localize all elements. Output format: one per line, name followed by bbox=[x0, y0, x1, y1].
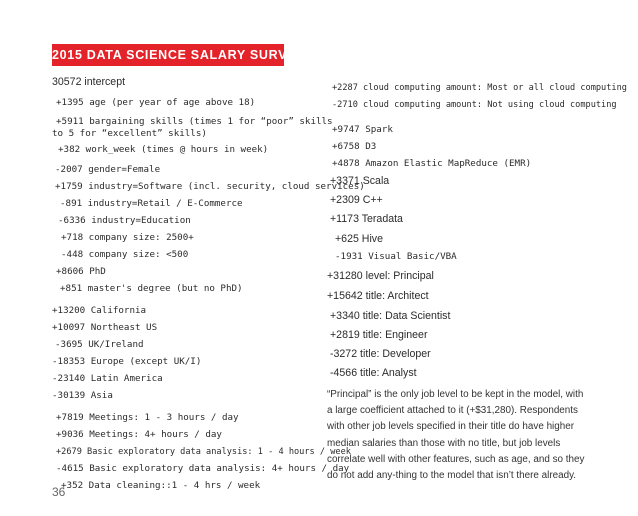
coef-line: +3371 Scala bbox=[330, 175, 390, 187]
coef-line: -448 company size: <500 bbox=[61, 249, 189, 260]
coef-line: +2287 cloud computing amount: Most or all cloud computing bbox=[332, 83, 627, 93]
coef-line: +6758 D3 bbox=[332, 141, 377, 152]
coef-line: -4615 Basic exploratory data analysis: 4+ hours / day bbox=[56, 463, 350, 474]
coef-line: -30139 Asia bbox=[52, 390, 113, 401]
coef-line: to 5 for “excellent” skills) bbox=[52, 128, 207, 139]
page-number: 36 bbox=[52, 485, 66, 499]
coef-line: +382 work_week (times @ hours in week) bbox=[58, 144, 269, 155]
coef-line: +7819 Meetings: 1 - 3 hours / day bbox=[56, 412, 239, 423]
coef-line: +2679 Basic exploratory data analysis: 1 - 4 hours / week bbox=[56, 447, 351, 457]
coef-line: -6336 industry=Education bbox=[58, 215, 191, 226]
coef-line: +718 company size: 2500+ bbox=[61, 232, 194, 243]
coef-line: +1759 industry=Software (incl. security, cloud services) bbox=[55, 181, 365, 192]
coef-line: +8606 PhD bbox=[56, 266, 106, 277]
coef-line: +9036 Meetings: 4+ hours / day bbox=[56, 429, 222, 440]
coef-line: +851 master's degree (but no PhD) bbox=[60, 283, 243, 294]
coef-line: -3695 UK/Ireland bbox=[55, 339, 144, 350]
section-banner: 2015 DATA SCIENCE SALARY SURVEY bbox=[52, 44, 284, 66]
coef-line: +2819 title: Engineer bbox=[330, 329, 428, 341]
explanation-paragraph: “Principal” is the only job level to be kept in the model, with a large coefficient attached to it (+$31,280). Respondents with other job levels specified in their title do have higher median salaries than those with no title, but job levels correlate well with other features, such as age, and so they do not add any-thing to the model that isn’t there already. bbox=[327, 389, 585, 482]
coef-line: +352 Data cleaning::1 - 4 hrs / week bbox=[61, 480, 261, 491]
coef-line: -23140 Latin America bbox=[52, 373, 163, 384]
coef-line: -4566 title: Analyst bbox=[330, 367, 417, 379]
coef-line: -3272 title: Developer bbox=[330, 348, 431, 360]
coef-line: +10097 Northeast US bbox=[52, 322, 158, 333]
coef-line: -2007 gender=Female bbox=[55, 164, 161, 175]
coef-line: -1931 Visual Basic/VBA bbox=[335, 251, 457, 262]
coef-line: -2710 cloud computing amount: Not using cloud computing bbox=[332, 100, 617, 110]
coef-line: -891 industry=Retail / E-Commerce bbox=[60, 198, 243, 209]
coef-line: +2309 C++ bbox=[330, 194, 383, 206]
coef-line: +5911 bargaining skills (times 1 for “poor” skills bbox=[56, 116, 333, 127]
coef-line: +1395 age (per year of age above 18) bbox=[56, 97, 256, 108]
coef-line: +1173 Teradata bbox=[330, 213, 403, 225]
coef-line: +625 Hive bbox=[335, 233, 383, 245]
coef-line: +15642 title: Architect bbox=[327, 290, 429, 302]
coef-line: +13200 California bbox=[52, 305, 147, 316]
coef-line: -18353 Europe (except UK/I) bbox=[52, 356, 202, 367]
coef-line: +4878 Amazon Elastic MapReduce (EMR) bbox=[332, 158, 532, 169]
coef-line: 30572 intercept bbox=[52, 76, 126, 88]
coef-line: +31280 level: Principal bbox=[327, 270, 434, 282]
coef-line: +9747 Spark bbox=[332, 124, 393, 135]
coef-line: +3340 title: Data Scientist bbox=[330, 310, 451, 322]
